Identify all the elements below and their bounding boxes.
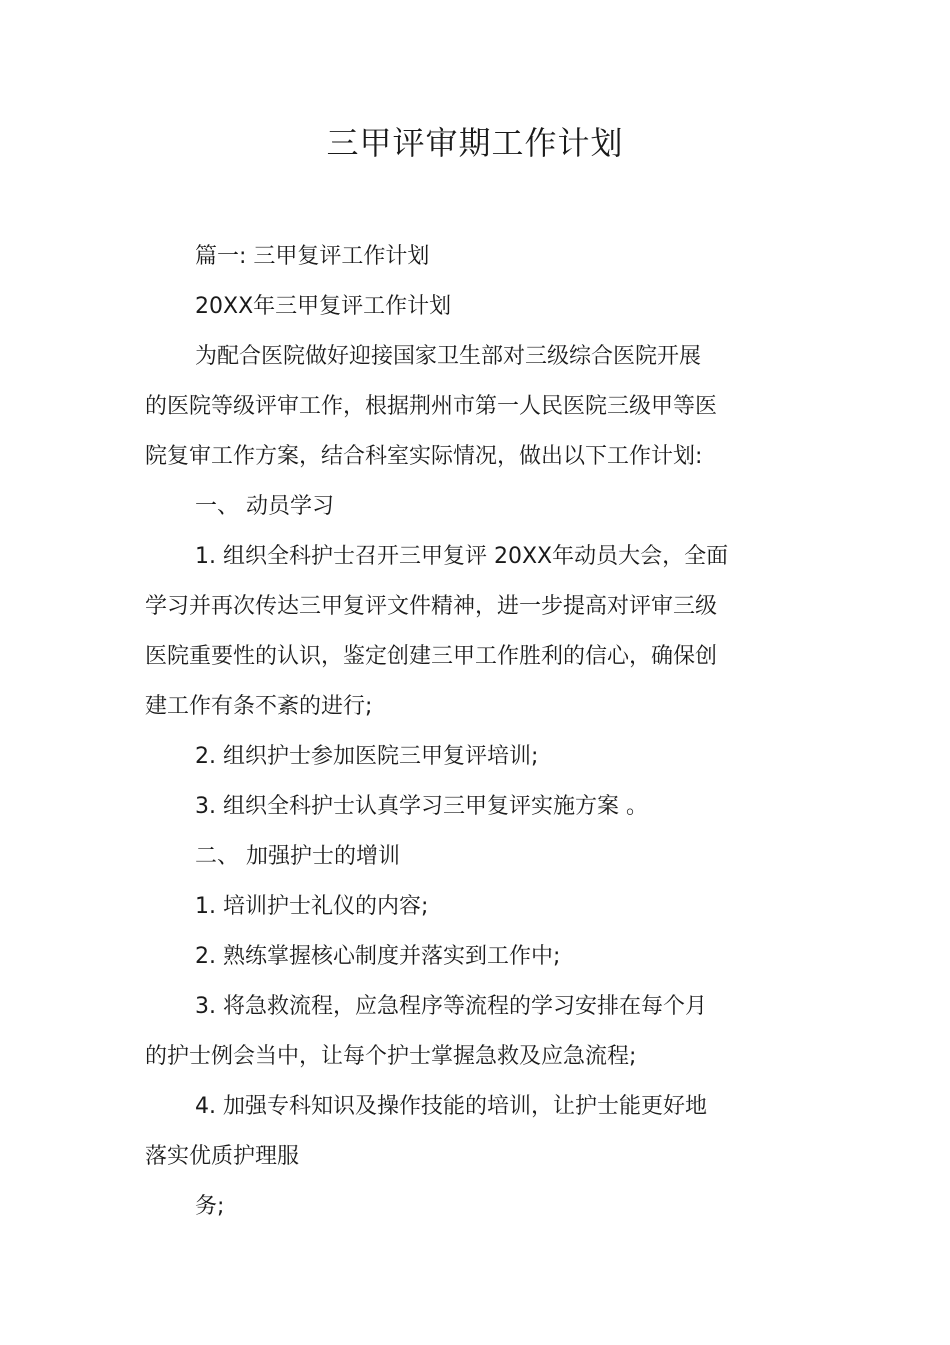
list-item-continuation: 落实优质护理服 bbox=[145, 1144, 300, 1169]
list-item: 3. 组织全科护士认真学习三甲复评实施方案 。 bbox=[195, 794, 648, 819]
list-heading: 二、 加强护士的增训 bbox=[195, 844, 400, 869]
list-item: 2. 组织护士参加医院三甲复评培训; bbox=[195, 744, 539, 769]
list-item: 3. 将急救流程，应急程序等流程的学习安排在每个月 bbox=[195, 994, 707, 1019]
list-item-continuation: 的护士例会当中，让每个护士掌握急救及应急流程; bbox=[145, 1044, 637, 1069]
list-item: 4. 加强专科知识及操作技能的培训，让护士能更好地 bbox=[195, 1094, 707, 1119]
section-heading: 篇一: 三甲复评工作计划 bbox=[195, 244, 430, 269]
list-heading: 一、 动员学习 bbox=[195, 494, 334, 519]
list-item-continuation: 学习并再次传达三甲复评文件精神，进一步提高对评审三级 bbox=[145, 594, 718, 619]
paragraph-line: 为配合医院做好迎接国家卫生部对三级综合医院开展 bbox=[195, 344, 702, 369]
list-item: 1. 组织全科护士召开三甲复评 20XX年动员大会，全面 bbox=[195, 544, 729, 569]
paragraph-line: 院复审工作方案，结合科室实际情况，做出以下工作计划: bbox=[145, 444, 703, 469]
document-title: 三甲评审期工作计划 bbox=[326, 124, 624, 162]
list-item-continuation: 务; bbox=[195, 1194, 225, 1219]
list-item-continuation: 建工作有条不紊的进行; bbox=[145, 694, 373, 719]
list-item: 2. 熟练掌握核心制度并落实到工作中; bbox=[195, 944, 561, 969]
list-item-continuation: 医院重要性的认识，鉴定创建三甲工作胜利的信心，确保创 bbox=[145, 644, 718, 669]
sub-heading: 20XX年三甲复评工作计划 bbox=[195, 294, 452, 319]
list-item: 1. 培训护士礼仪的内容; bbox=[195, 894, 429, 919]
paragraph-line: 的医院等级评审工作，根据荆州市第一人民医院三级甲等医 bbox=[145, 394, 718, 419]
